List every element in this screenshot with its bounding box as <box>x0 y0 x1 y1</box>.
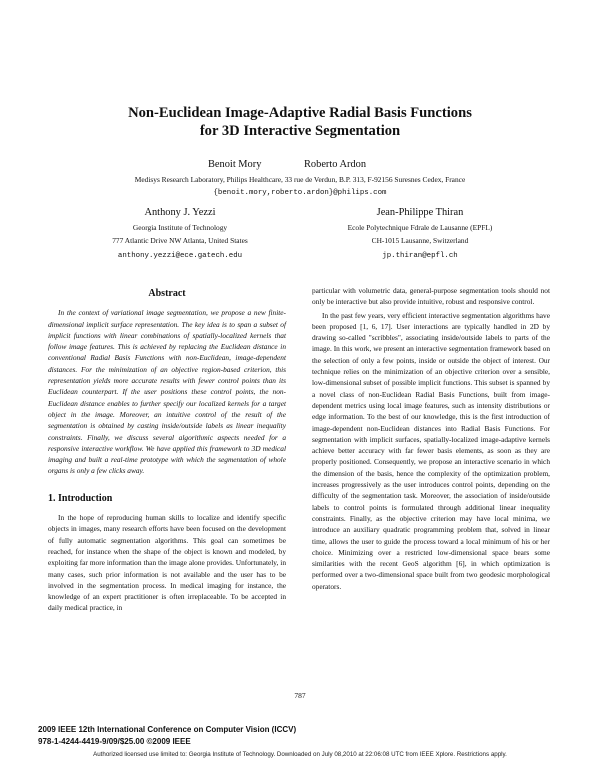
license-notice: Authorized licensed use limited to: Georgia Institute of Technology. Downloaded on July 08,2010 at 22:06:08 UTC from IEEE Xplore. Restrictions apply. <box>93 751 507 758</box>
email-philips: {benoit.mory,roberto.ardon}@philips.com <box>213 189 387 197</box>
title-line-1: Non-Euclidean Image-Adaptive Radial Basis Functions <box>128 105 472 121</box>
email-yezzi: anthony.yezzi@ece.gatech.edu <box>117 252 243 260</box>
conference-footer: 2009 IEEE 12th International Conference on Computer Vision (ICCV) <box>38 725 297 734</box>
author-ardon: Roberto Ardon <box>304 159 367 170</box>
author-yezzi: Anthony J. Yezzi <box>144 207 216 218</box>
isbn-footer: 978-1-4244-4419-9/09/$25.00 ©2009 IEEE <box>38 737 191 746</box>
page-number: 787 <box>294 691 306 700</box>
abstract-text: In the context of variational image segmentation, we propose a new finite-dimensional implicit surface representation. The key idea is to span a subset of implicit functions with linear combinations of spatially-localized kernels that follow image features. This is achieved by replacing the Euclidean distance in conventional Radial Basis Functions with non-Euclidean, image-dependent distances. For the minimization of an objective region-based criterion, this representation yields more accurate results with fewer control points than its Euclidean counterpart. If the user positions these control points, the non-Euclidean distance enables to further specify our localized kernels for a target object in the image. Moreover, an intuitive control of the result of the segmentation is obtained by casting inside/outside labels as linear inequality constraints. Finally, we discuss several algorithmic aspects needed for a responsive interactive workflow. We have applied this framework to 3D medical imaging and built a real-time prototype with which the segmentation of whole organs is only a few clicks away. <box>48 308 286 476</box>
left-column <box>48 288 286 614</box>
intro-paragraph-continued: particular with volumetric data, general-purpose segmentation tools should not only be interactive but also provide intuitive, robust and responsive control. <box>312 286 550 307</box>
title-line-2: for 3D Interactive Segmentation <box>199 123 401 139</box>
author-thiran: Jean-Philippe Thiran <box>376 207 464 218</box>
affiliation-epfl: Ecole Polytechnique Fdrale de Lausanne (EPFL) <box>347 223 493 232</box>
address-georgia-tech: 777 Atlantic Drive NW Atlanta, United States <box>112 236 248 245</box>
intro-paragraph-1: In the hope of reproducing human skills to localize and identify specific objects in images, many research efforts have been focused on the development of fully automatic segmentation algorithms. This goal can sometimes be reached, for instance when the shape of the object is known and modeled, by exploiting far more information than the image alone provides. Unfortunately, in many cases, such prior information is not available and the user has to be involved in the segmentation process. In medical imaging for instance, the knowledge of an expert practitioner is often irreplaceable. To be accepted in daily medical practice, in <box>48 513 286 613</box>
affiliation-philips: Medisys Research Laboratory, Philips Healthcare, 33 rue de Verdun, B.P. 313, F-92156 Suresnes Cedex, France <box>134 175 466 184</box>
paper-title <box>0 104 600 140</box>
email-thiran: jp.thiran@epfl.ch <box>382 252 458 260</box>
intro-heading: 1. Introduction <box>48 492 113 504</box>
right-column <box>312 285 550 592</box>
intro-paragraph-2: In the past few years, very efficient interactive segmentation algorithms have been proposed [1, 6, 17]. User interactions are typically handled in 2D by drawing so-called "scribbles", associating inside/outside labels to parts of the image. In this work, we present an interactive segmentation framework based on the selection of only a few points, inside or outside the object of interest. Our technique relies on the minimization of an objective criterion over a sensible, low-dimensional subset of possible implicit functions. This subset is spanned by a novel class of non-Euclidean Radial Basis Functions, built from image-dependent metrics using local image features, such as intensity distributions or edge information. To the best of our knowledge, this is the first introduction of image-dependent non-Euclidean distances into Radial Basis Functions. For segmentation with implicit surfaces, spatially-localized image-adaptive kernels achieve better accuracy with far fewer basis elements, as soon as they are properly positioned. Consequently, we propose an interactive scenario in which the dimension of the basis, hence the complexity of the optimization problem, increases progressively as the user introduces control points, depending on the difficulty of the segmentation task. Moreover, the association of inside/outside labels to control points is formulated through additional linear inequality constraints. Finally, as the objective criterion may have local minima, we introduce an auxiliary quadratic programming problem that, solved in linear time, allows the user to guide the process toward a local minimum of his or her choice. Minimizing over a restricted low-dimensional space bears some similarities with the recent GeoS algorithm [6], in which optimization is performed over a two-dimensional space built from two geodesic morphological operators. <box>312 310 550 591</box>
address-epfl: CH-1015 Lausanne, Switzerland <box>371 236 469 245</box>
affiliation-georgia-tech: Georgia Institute of Technology <box>132 223 228 232</box>
abstract-heading: Abstract <box>148 288 186 299</box>
author-mory: Benoit Mory <box>208 159 262 170</box>
